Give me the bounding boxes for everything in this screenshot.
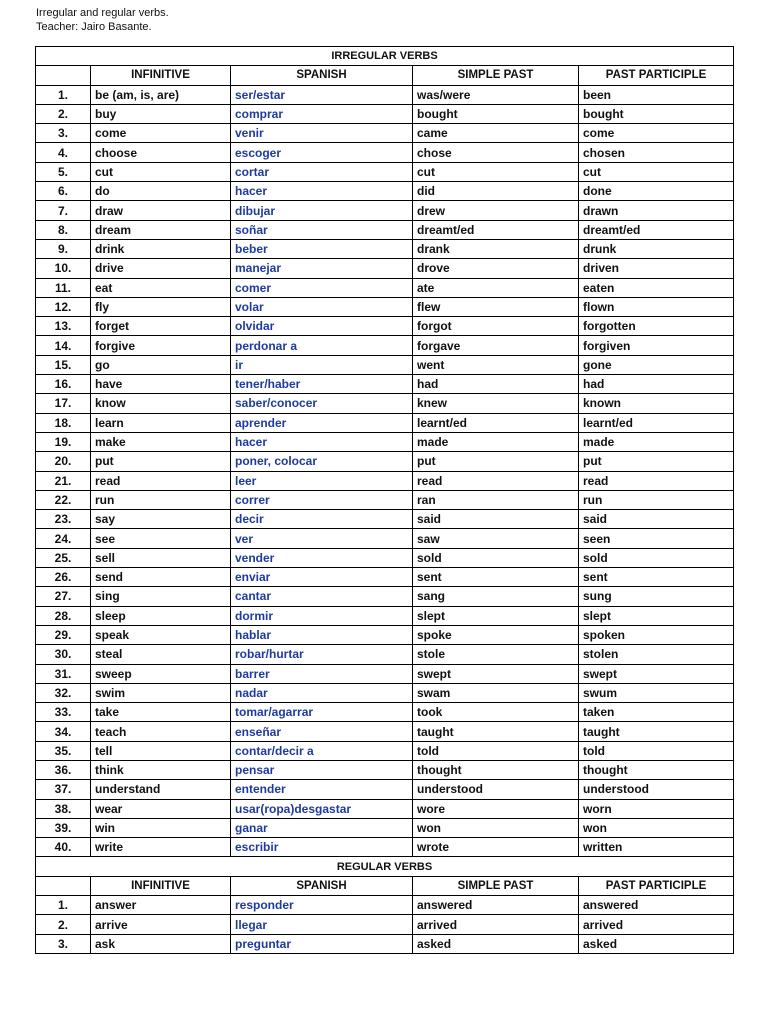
infinitive-cell: steal <box>91 645 231 664</box>
past-participle-cell: taught <box>579 722 734 741</box>
table-row <box>36 355 734 374</box>
spanish-cell: ir <box>231 355 413 374</box>
infinitive-cell: sell <box>91 548 231 567</box>
table-row <box>36 336 734 355</box>
infinitive-cell: read <box>91 471 231 490</box>
row-number: 16. <box>36 375 91 394</box>
table-row <box>36 568 734 587</box>
past-participle-cell: eaten <box>579 278 734 297</box>
simple-past-cell: slept <box>413 606 579 625</box>
past-participle-cell: forgiven <box>579 336 734 355</box>
table-row <box>36 780 734 799</box>
table-row <box>36 104 734 123</box>
spanish-cell: vender <box>231 548 413 567</box>
past-participle-cell: worn <box>579 799 734 818</box>
spanish-cell: cantar <box>231 587 413 606</box>
row-number: 2. <box>36 104 91 123</box>
row-number: 13. <box>36 317 91 336</box>
row-number: 3. <box>36 934 91 953</box>
past-participle-cell: drunk <box>579 239 734 258</box>
past-participle-cell: drawn <box>579 201 734 220</box>
row-number: 3. <box>36 124 91 143</box>
infinitive-cell: arrive <box>91 915 231 934</box>
spanish-cell: llegar <box>231 915 413 934</box>
infinitive-cell: drink <box>91 239 231 258</box>
table-row <box>36 838 734 857</box>
simple-past-cell: swam <box>413 683 579 702</box>
table-row <box>36 548 734 567</box>
past-participle-cell: sent <box>579 568 734 587</box>
row-number: 1. <box>36 896 91 915</box>
simple-past-cell: sent <box>413 568 579 587</box>
infinitive-cell: be (am, is, are) <box>91 85 231 104</box>
past-participle-cell: stolen <box>579 645 734 664</box>
spanish-cell: enviar <box>231 568 413 587</box>
regular-section-title-row <box>36 857 734 876</box>
past-participle-cell: won <box>579 818 734 837</box>
row-number: 5. <box>36 162 91 181</box>
spanish-cell: contar/decir a <box>231 741 413 760</box>
table-row <box>36 490 734 509</box>
row-number: 2. <box>36 915 91 934</box>
row-number: 10. <box>36 259 91 278</box>
table-row <box>36 182 734 201</box>
row-number: 12. <box>36 297 91 316</box>
past-participle-cell: read <box>579 471 734 490</box>
past-participle-cell: understood <box>579 780 734 799</box>
infinitive-cell: sing <box>91 587 231 606</box>
spanish-cell: volar <box>231 297 413 316</box>
past-participle-cell: done <box>579 182 734 201</box>
regular-column-header-row <box>36 876 734 895</box>
simple-past-cell: dreamt/ed <box>413 220 579 239</box>
simple-past-cell: chose <box>413 143 579 162</box>
table-row <box>36 510 734 529</box>
regular-section-title: REGULAR VERBS <box>36 857 734 876</box>
infinitive-cell: send <box>91 568 231 587</box>
table-row <box>36 741 734 760</box>
table-row <box>36 471 734 490</box>
infinitive-header: INFINITIVE <box>91 876 231 895</box>
infinitive-cell: say <box>91 510 231 529</box>
infinitive-cell: sleep <box>91 606 231 625</box>
past-participle-cell: seen <box>579 529 734 548</box>
infinitive-cell: write <box>91 838 231 857</box>
spanish-cell: escribir <box>231 838 413 857</box>
spanish-cell: ganar <box>231 818 413 837</box>
past-participle-cell: dreamt/ed <box>579 220 734 239</box>
row-number: 21. <box>36 471 91 490</box>
table-row <box>36 703 734 722</box>
infinitive-cell: ask <box>91 934 231 953</box>
simple-past-cell: asked <box>413 934 579 953</box>
spanish-cell: leer <box>231 471 413 490</box>
infinitive-cell: swim <box>91 683 231 702</box>
table-row <box>36 760 734 779</box>
simple-past-cell: made <box>413 432 579 451</box>
row-number: 8. <box>36 220 91 239</box>
irregular-column-header-row <box>36 66 734 85</box>
row-number: 27. <box>36 587 91 606</box>
simple-past-cell: wore <box>413 799 579 818</box>
row-number: 37. <box>36 780 91 799</box>
table-row <box>36 297 734 316</box>
infinitive-cell: make <box>91 432 231 451</box>
spanish-cell: correr <box>231 490 413 509</box>
simple-past-cell: bought <box>413 104 579 123</box>
infinitive-cell: understand <box>91 780 231 799</box>
table-row <box>36 625 734 644</box>
past-participle-cell: slept <box>579 606 734 625</box>
infinitive-cell: run <box>91 490 231 509</box>
simple-past-header: SIMPLE PAST <box>413 66 579 85</box>
infinitive-cell: forgive <box>91 336 231 355</box>
infinitive-cell: do <box>91 182 231 201</box>
table-row <box>36 278 734 297</box>
infinitive-cell: tell <box>91 741 231 760</box>
past-participle-cell: arrived <box>579 915 734 934</box>
simple-past-cell: did <box>413 182 579 201</box>
document-title: Irregular and regular verbs. <box>36 7 169 19</box>
row-number: 14. <box>36 336 91 355</box>
spanish-cell: ser/estar <box>231 85 413 104</box>
past-participle-cell: had <box>579 375 734 394</box>
row-number: 29. <box>36 625 91 644</box>
spanish-cell: olvidar <box>231 317 413 336</box>
table-row <box>36 645 734 664</box>
row-number: 6. <box>36 182 91 201</box>
row-number: 39. <box>36 818 91 837</box>
row-number: 17. <box>36 394 91 413</box>
table-row <box>36 683 734 702</box>
table-row <box>36 85 734 104</box>
simple-past-cell: drank <box>413 239 579 258</box>
spanish-cell: soñar <box>231 220 413 239</box>
spanish-cell: venir <box>231 124 413 143</box>
simple-past-header: SIMPLE PAST <box>413 876 579 895</box>
infinitive-cell: see <box>91 529 231 548</box>
past-participle-cell: learnt/ed <box>579 413 734 432</box>
spanish-cell: aprender <box>231 413 413 432</box>
document-header <box>36 6 169 34</box>
row-number: 33. <box>36 703 91 722</box>
simple-past-cell: read <box>413 471 579 490</box>
infinitive-cell: dream <box>91 220 231 239</box>
spanish-cell: nadar <box>231 683 413 702</box>
spanish-header: SPANISH <box>231 66 413 85</box>
row-number: 36. <box>36 760 91 779</box>
table-row <box>36 143 734 162</box>
table-row <box>36 799 734 818</box>
infinitive-cell: eat <box>91 278 231 297</box>
simple-past-cell: ran <box>413 490 579 509</box>
simple-past-cell: arrived <box>413 915 579 934</box>
simple-past-cell: saw <box>413 529 579 548</box>
past-participle-header: PAST PARTICIPLE <box>579 876 734 895</box>
past-participle-cell: cut <box>579 162 734 181</box>
spanish-cell: tener/haber <box>231 375 413 394</box>
past-participle-cell: written <box>579 838 734 857</box>
past-participle-cell: swum <box>579 683 734 702</box>
simple-past-cell: forgave <box>413 336 579 355</box>
row-number: 19. <box>36 432 91 451</box>
infinitive-cell: drive <box>91 259 231 278</box>
past-participle-cell: put <box>579 452 734 471</box>
spanish-cell: ver <box>231 529 413 548</box>
row-number: 31. <box>36 664 91 683</box>
spanish-cell: tomar/agarrar <box>231 703 413 722</box>
past-participle-cell: told <box>579 741 734 760</box>
infinitive-cell: win <box>91 818 231 837</box>
past-participle-cell: answered <box>579 896 734 915</box>
simple-past-cell: sold <box>413 548 579 567</box>
table-row <box>36 413 734 432</box>
irregular-section-title: IRREGULAR VERBS <box>36 47 734 66</box>
simple-past-cell: understood <box>413 780 579 799</box>
past-participle-cell: gone <box>579 355 734 374</box>
spanish-cell: hablar <box>231 625 413 644</box>
infinitive-cell: put <box>91 452 231 471</box>
row-number: 11. <box>36 278 91 297</box>
spanish-cell: enseñar <box>231 722 413 741</box>
simple-past-cell: said <box>413 510 579 529</box>
past-participle-cell: driven <box>579 259 734 278</box>
spanish-cell: hacer <box>231 182 413 201</box>
infinitive-cell: answer <box>91 896 231 915</box>
past-participle-cell: flown <box>579 297 734 316</box>
verbs-table <box>35 46 734 954</box>
simple-past-cell: cut <box>413 162 579 181</box>
table-row <box>36 259 734 278</box>
row-number: 25. <box>36 548 91 567</box>
simple-past-cell: sang <box>413 587 579 606</box>
simple-past-cell: spoke <box>413 625 579 644</box>
table-row <box>36 432 734 451</box>
simple-past-cell: wrote <box>413 838 579 857</box>
table-row <box>36 934 734 953</box>
spanish-cell: perdonar a <box>231 336 413 355</box>
spanish-cell: usar(ropa)desgastar <box>231 799 413 818</box>
spanish-cell: robar/hurtar <box>231 645 413 664</box>
spanish-cell: barrer <box>231 664 413 683</box>
past-participle-cell: spoken <box>579 625 734 644</box>
past-participle-cell: been <box>579 85 734 104</box>
simple-past-cell: came <box>413 124 579 143</box>
spanish-cell: comprar <box>231 104 413 123</box>
spanish-cell: cortar <box>231 162 413 181</box>
row-number: 18. <box>36 413 91 432</box>
past-participle-cell: run <box>579 490 734 509</box>
spanish-cell: comer <box>231 278 413 297</box>
row-number: 9. <box>36 239 91 258</box>
row-number: 22. <box>36 490 91 509</box>
row-number: 40. <box>36 838 91 857</box>
infinitive-header: INFINITIVE <box>91 66 231 85</box>
table-row <box>36 529 734 548</box>
row-number: 26. <box>36 568 91 587</box>
past-participle-cell: known <box>579 394 734 413</box>
simple-past-cell: had <box>413 375 579 394</box>
past-participle-cell: sold <box>579 548 734 567</box>
infinitive-cell: choose <box>91 143 231 162</box>
table-row <box>36 375 734 394</box>
spanish-cell: manejar <box>231 259 413 278</box>
infinitive-cell: have <box>91 375 231 394</box>
simple-past-cell: took <box>413 703 579 722</box>
teacher-name: Teacher: Jairo Basante. <box>36 21 152 33</box>
simple-past-cell: drove <box>413 259 579 278</box>
spanish-cell: preguntar <box>231 934 413 953</box>
spanish-cell: entender <box>231 780 413 799</box>
past-participle-header: PAST PARTICIPLE <box>579 66 734 85</box>
spanish-cell: escoger <box>231 143 413 162</box>
simple-past-cell: was/were <box>413 85 579 104</box>
infinitive-cell: take <box>91 703 231 722</box>
spanish-cell: decir <box>231 510 413 529</box>
infinitive-cell: learn <box>91 413 231 432</box>
blank-header-cell <box>36 66 91 85</box>
simple-past-cell: told <box>413 741 579 760</box>
row-number: 7. <box>36 201 91 220</box>
past-participle-cell: forgotten <box>579 317 734 336</box>
spanish-cell: beber <box>231 239 413 258</box>
infinitive-cell: speak <box>91 625 231 644</box>
simple-past-cell: flew <box>413 297 579 316</box>
row-number: 20. <box>36 452 91 471</box>
simple-past-cell: swept <box>413 664 579 683</box>
row-number: 28. <box>36 606 91 625</box>
infinitive-cell: fly <box>91 297 231 316</box>
infinitive-cell: come <box>91 124 231 143</box>
row-number: 1. <box>36 85 91 104</box>
past-participle-cell: bought <box>579 104 734 123</box>
past-participle-cell: said <box>579 510 734 529</box>
past-participle-cell: asked <box>579 934 734 953</box>
simple-past-cell: learnt/ed <box>413 413 579 432</box>
table-row <box>36 220 734 239</box>
table-row <box>36 587 734 606</box>
simple-past-cell: won <box>413 818 579 837</box>
past-participle-cell: taken <box>579 703 734 722</box>
table-row <box>36 896 734 915</box>
past-participle-cell: sung <box>579 587 734 606</box>
row-number: 30. <box>36 645 91 664</box>
simple-past-cell: stole <box>413 645 579 664</box>
table-row <box>36 317 734 336</box>
past-participle-cell: thought <box>579 760 734 779</box>
infinitive-cell: forget <box>91 317 231 336</box>
infinitive-cell: think <box>91 760 231 779</box>
row-number: 35. <box>36 741 91 760</box>
simple-past-cell: taught <box>413 722 579 741</box>
table-row <box>36 452 734 471</box>
table-row <box>36 915 734 934</box>
irregular-section-title-row <box>36 47 734 66</box>
infinitive-cell: know <box>91 394 231 413</box>
spanish-header: SPANISH <box>231 876 413 895</box>
infinitive-cell: sweep <box>91 664 231 683</box>
spanish-cell: poner, colocar <box>231 452 413 471</box>
row-number: 38. <box>36 799 91 818</box>
past-participle-cell: chosen <box>579 143 734 162</box>
row-number: 23. <box>36 510 91 529</box>
table-row <box>36 722 734 741</box>
spanish-cell: saber/conocer <box>231 394 413 413</box>
row-number: 34. <box>36 722 91 741</box>
table-row <box>36 124 734 143</box>
table-row <box>36 162 734 181</box>
table-row <box>36 394 734 413</box>
infinitive-cell: teach <box>91 722 231 741</box>
row-number: 15. <box>36 355 91 374</box>
simple-past-cell: knew <box>413 394 579 413</box>
row-number: 32. <box>36 683 91 702</box>
simple-past-cell: ate <box>413 278 579 297</box>
infinitive-cell: draw <box>91 201 231 220</box>
infinitive-cell: wear <box>91 799 231 818</box>
simple-past-cell: answered <box>413 896 579 915</box>
infinitive-cell: buy <box>91 104 231 123</box>
simple-past-cell: put <box>413 452 579 471</box>
infinitive-cell: cut <box>91 162 231 181</box>
spanish-cell: pensar <box>231 760 413 779</box>
table-row <box>36 201 734 220</box>
simple-past-cell: went <box>413 355 579 374</box>
table-row <box>36 664 734 683</box>
blank-header-cell <box>36 876 91 895</box>
simple-past-cell: thought <box>413 760 579 779</box>
simple-past-cell: drew <box>413 201 579 220</box>
spanish-cell: responder <box>231 896 413 915</box>
spanish-cell: dibujar <box>231 201 413 220</box>
infinitive-cell: go <box>91 355 231 374</box>
past-participle-cell: made <box>579 432 734 451</box>
past-participle-cell: come <box>579 124 734 143</box>
table-row <box>36 606 734 625</box>
spanish-cell: hacer <box>231 432 413 451</box>
row-number: 24. <box>36 529 91 548</box>
table-row <box>36 818 734 837</box>
past-participle-cell: swept <box>579 664 734 683</box>
spanish-cell: dormir <box>231 606 413 625</box>
simple-past-cell: forgot <box>413 317 579 336</box>
row-number: 4. <box>36 143 91 162</box>
table-row <box>36 239 734 258</box>
